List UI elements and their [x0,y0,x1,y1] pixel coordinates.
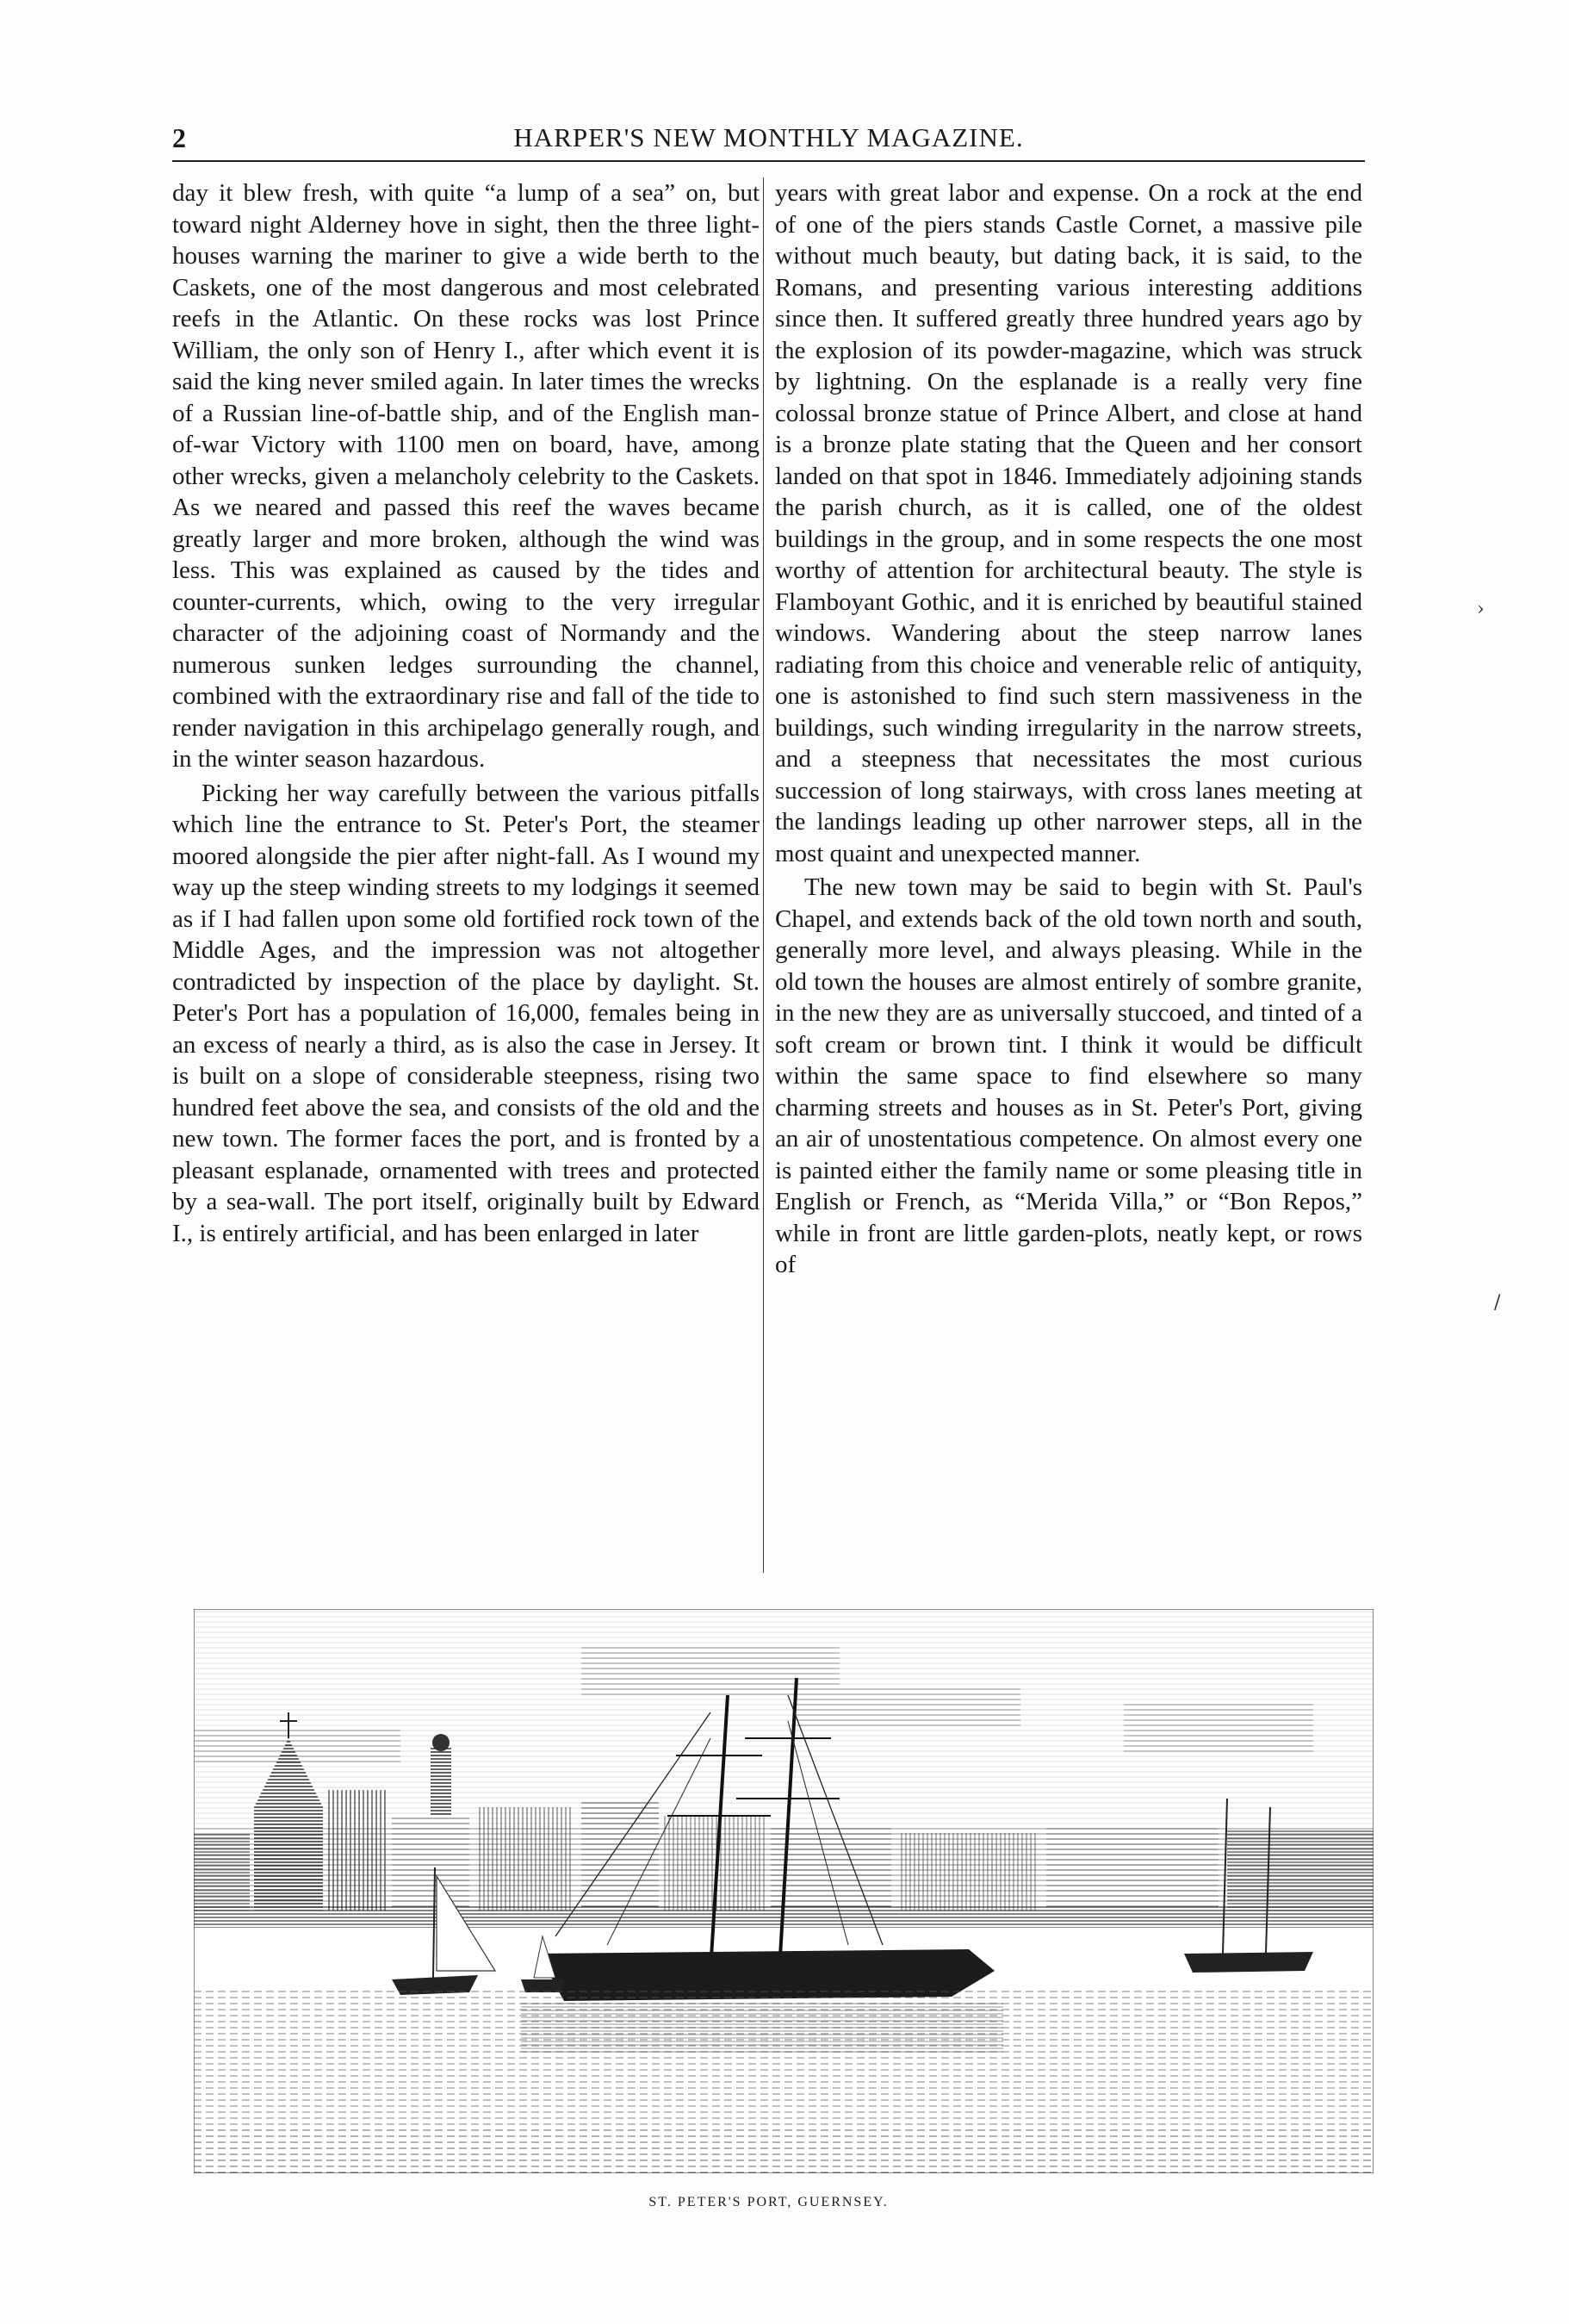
text-column-right [775,177,1362,1281]
paragraph: The new town may be said to begin with St. Paul's Chapel, and extends back of the old town north and south, generally more level, and always pleasing. While in the old town the houses are almost entirely of sombre granite, in the new they are as universally stuccoed, and tinted of a soft cream or brown tint. I think it would be difficult within the same space to find elsewhere so many charming streets and houses as in St. Peter's Port, giving an air of unostentatious competence. On almost every one is painted either the family name or some pleasing title in English or French, as “Merida Villa,” or “Bon Repos,” while in front are little garden-plots, neatly kept, or rows of [775,873,1362,1278]
margin-mark: / [1494,1292,1501,1314]
running-header [172,122,1365,162]
column-divider [763,177,764,1573]
page-number: 2 [172,122,186,153]
harbor-engraving [194,1609,1374,2173]
paragraph: years with great labor and expense. On a rock at the end of one of the piers stands Castle Cornet, a massive pile without much beauty, but dating back, it is said, to the Romans, and presenting various interesting additions since then. It suffered greatly three hundred years ago by the explosion of its powder-magazine, which was struck by lightning. On the esplanade is a really very fine colossal bronze statue of Prince Albert, and close at hand is a bronze plate stating that the Queen and her consort landed on that spot in 1846. Immediately adjoining stands the parish church, as it is called, one of the oldest buildings in the group, and in some respects the one most worthy of attention for architectural beauty. The style is Flamboyant Gothic, and it is enriched by beautiful stained windows. Wandering about the steep narrow lanes radiating from this choice and venerable relic of antiquity, one is astonished to find such stern massiveness in the buildings, such winding irregularity in the narrow streets, and a steepness that necessitates the most curious succession of long stairways, with cross lanes meeting at the landings leading up other narrower steps, all in the most quaint and unexpected manner. [775,179,1362,867]
illustration-caption: ST. PETER'S PORT, GUERNSEY. [648,2195,889,2209]
text-column-left [172,177,760,1249]
header-rule [172,160,1365,162]
margin-mark: › [1477,599,1485,620]
magazine-title: HARPER'S NEW MONTHLY MAGAZINE. [513,122,1024,152]
paragraph: day it blew fresh, with quite “a lump of a sea” on, but toward night Alderney hove in sight, then the three light-houses warning the mariner to give a wide berth to the Caskets, one of the most dangerous and most celebrated reefs in the Atlantic. On these rocks was lost Prince William, the only son of Henry I., after which event it is said the king never smiled again. In later times the wrecks of a Russian line-of-battle ship, and of the English man-of-war Victory with 1100 men on board, have, among other wrecks, given a melancholy celebrity to the Caskets. As we neared and passed this reef the waves became greatly larger and more broken, although the wind was less. This was explained as caused by the tides and counter-currents, which, owing to the very irregular character of the adjoining coast of Normandy and the numerous sunken ledges surrounding the channel, combined with the extraordinary rise and fall of the tide to render navigation in this archipelago generally rough, and in the winter season hazardous. [172,179,760,773]
paragraph: Picking her way carefully between the various pitfalls which line the entrance to St. Peter's Port, the steamer moored alongside the pier after night-fall. As I wound my way up the steep winding streets to my lodgings it seemed as if I had fallen upon some old fortified rock town of the Middle Ages, and the impression was not altogether contradicted by inspection of the place by daylight. St. Peter's Port has a population of 16,000, females being in an excess of nearly a third, as is also the case in Jersey. It is built on a slope of considerable steepness, rising two hundred feet above the sea, and consists of the old and the new town. The former faces the port, and is fronted by a pleasant esplanade, ornamented with trees and protected by a sea-wall. The port itself, originally built by Edward I., is entirely artificial, and has been enlarged in later [172,779,760,1247]
